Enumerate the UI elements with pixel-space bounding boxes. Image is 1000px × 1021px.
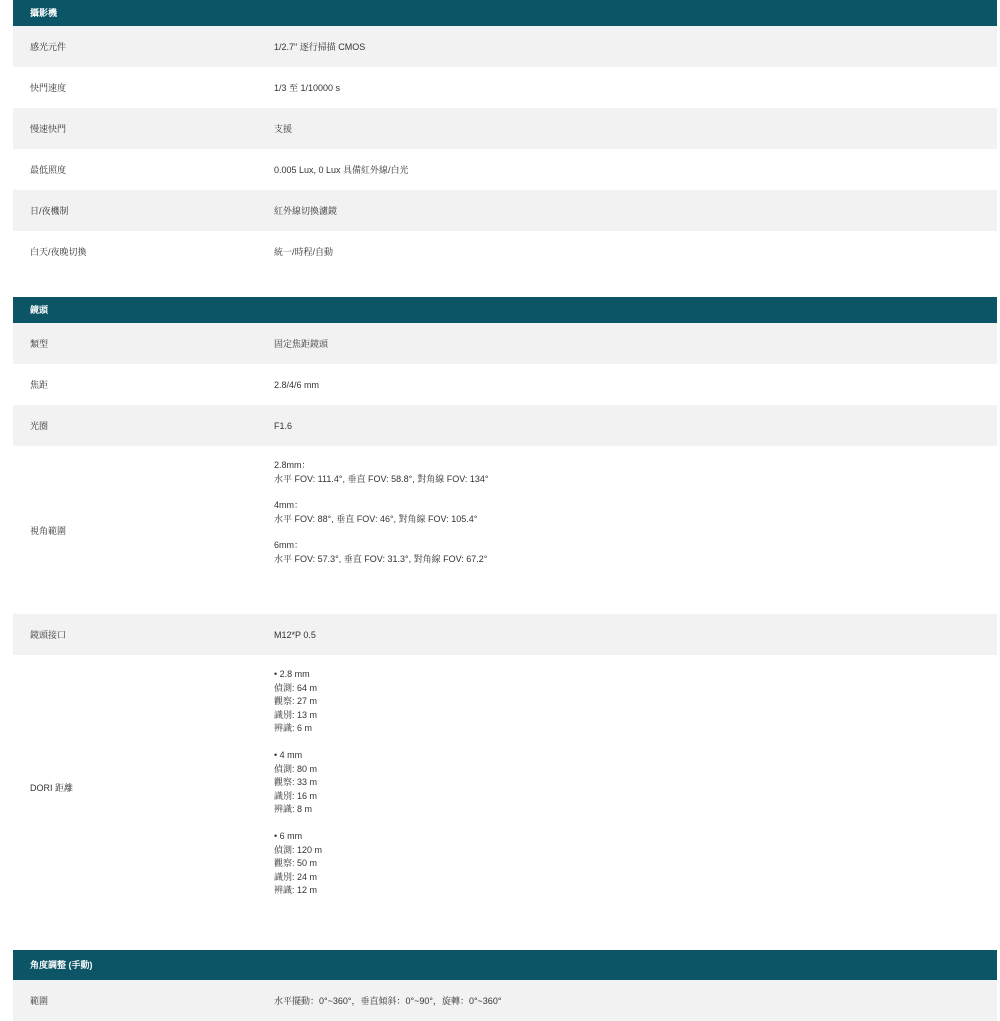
row-label: 視角範圍 xyxy=(30,525,67,536)
dori-line: 辨識: 12 m xyxy=(274,885,318,896)
row-value: 支援 xyxy=(274,124,293,134)
table-row xyxy=(13,231,997,272)
dori-head: • 2.8 mm xyxy=(274,669,310,679)
angle-section xyxy=(13,950,997,1006)
row-label: 光圈 xyxy=(30,421,49,431)
dori-line: 偵測: 120 m xyxy=(274,844,323,855)
row-value: 2.8/4/6 mm xyxy=(274,379,320,390)
row-label: DORI 距離 xyxy=(30,782,74,793)
lens-section-header: 鏡頭 xyxy=(13,297,997,323)
dori-line: 觀察: 33 m xyxy=(274,777,318,788)
dori-line: 偵測: 80 m xyxy=(274,763,318,774)
table-row xyxy=(13,364,997,405)
table-row xyxy=(13,614,997,655)
table-row xyxy=(13,149,997,190)
row-label: 範圍 xyxy=(30,996,49,1006)
dori-head: • 4 mm xyxy=(274,749,303,760)
fov-detail: 水平 FOV: 88°, 垂直 FOV: 46°, 對角線 FOV: 105.4° xyxy=(274,513,478,524)
row-value: 0.005 Lux, 0 Lux 具備紅外線/白光 xyxy=(274,165,409,175)
row-value: 1/3 至 1/10000 s xyxy=(274,83,341,93)
row-label: 類型 xyxy=(30,339,49,349)
camera-section-header: 攝影機 xyxy=(13,0,997,26)
fov-detail: 水平 FOV: 111.4°, 垂直 FOV: 58.8°, 對角線 FOV: 134° xyxy=(274,473,489,484)
fov-head: 4mm： xyxy=(274,500,303,511)
dori-line: 辨識: 8 m xyxy=(274,804,313,815)
row-value: 統一/時程/自動 xyxy=(274,247,334,257)
fov-head: 2.8mm： xyxy=(274,460,311,470)
dori-head: • 6 mm xyxy=(274,830,303,841)
dori-row xyxy=(13,655,997,919)
row-label: 感光元件 xyxy=(30,42,67,52)
row-label: 白天/夜晚切換 xyxy=(30,247,87,257)
row-value: M12*P 0.5 xyxy=(274,629,316,640)
table-row xyxy=(13,190,997,231)
row-label: 日/夜機制 xyxy=(30,206,69,216)
table-row xyxy=(13,405,997,446)
camera-section xyxy=(13,0,997,274)
table-row xyxy=(13,26,997,67)
fov-values xyxy=(260,446,997,614)
angle-section-header: 角度調整 (手動) xyxy=(13,950,997,980)
table-row xyxy=(13,108,997,149)
fov-head: 6mm： xyxy=(274,540,303,551)
lens-section xyxy=(13,297,997,919)
row-label: 最低照度 xyxy=(30,165,67,175)
table-row xyxy=(13,323,997,364)
row-label: 慢速快門 xyxy=(30,124,67,134)
table-row xyxy=(13,980,997,1021)
row-value: 1/2.7" 逐行掃描 CMOS xyxy=(274,42,366,52)
dori-line: 觀察: 50 m xyxy=(274,858,318,869)
dori-values xyxy=(260,655,997,919)
dori-line: 偵測: 64 m xyxy=(274,682,318,693)
row-label: 鏡頭接口 xyxy=(30,630,67,640)
row-label: 焦距 xyxy=(30,380,49,390)
row-value: F1.6 xyxy=(274,420,293,431)
dori-line: 識別: 13 m xyxy=(274,709,318,720)
row-value: 紅外線切換濾鏡 xyxy=(274,206,338,216)
row-value: 固定焦距鏡頭 xyxy=(274,339,329,349)
dori-line: 觀察: 27 m xyxy=(274,696,318,707)
dori-line: 辨識: 6 m xyxy=(274,723,313,734)
row-label: 快門速度 xyxy=(30,83,67,93)
fov-detail: 水平 FOV: 57.3°, 垂直 FOV: 31.3°, 對角線 FOV: 67.2° xyxy=(274,553,488,564)
row-value: 水平擺動：0°~360°，垂直傾斜：0°~90°，旋轉：0°~360° xyxy=(274,996,502,1006)
dori-line: 識別: 24 m xyxy=(274,871,318,882)
table-row xyxy=(13,67,997,108)
dori-line: 識別: 16 m xyxy=(274,790,318,801)
fov-row xyxy=(13,446,997,614)
